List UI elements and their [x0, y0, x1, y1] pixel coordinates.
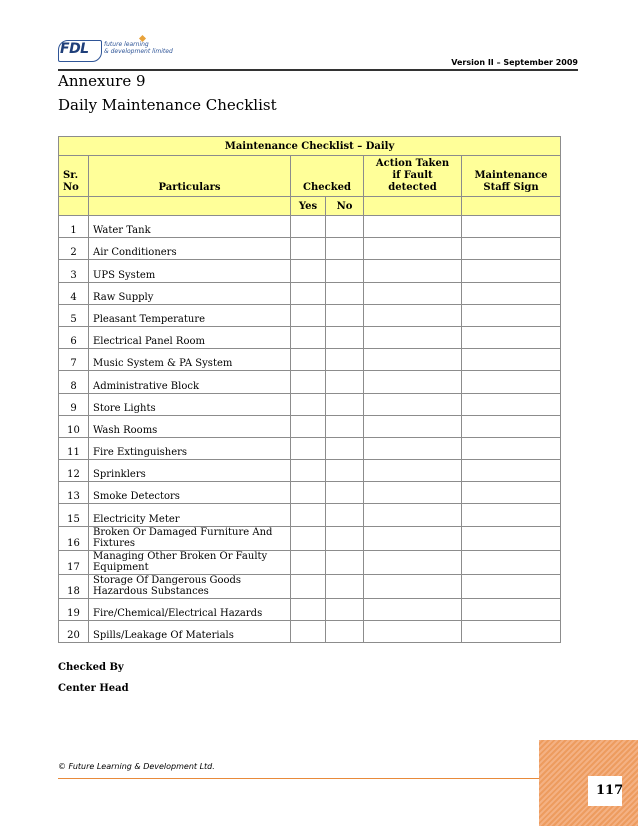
- action-cell[interactable]: [364, 238, 462, 260]
- table-row: [59, 504, 561, 526]
- sign-cell[interactable]: [462, 349, 561, 371]
- header-checked: Checked: [291, 156, 364, 197]
- copyright-notice: © Future Learning & Development Ltd.: [58, 762, 215, 771]
- row-number: 19: [59, 598, 89, 620]
- action-cell[interactable]: [364, 393, 462, 415]
- no-cell[interactable]: [326, 526, 364, 550]
- sign-cell[interactable]: [462, 598, 561, 620]
- sign-cell[interactable]: [462, 504, 561, 526]
- sign-cell[interactable]: [462, 437, 561, 459]
- no-cell[interactable]: [326, 349, 364, 371]
- yes-cell[interactable]: [291, 460, 326, 482]
- row-particular: Managing Other Broken Or Faulty Equipment: [89, 550, 291, 574]
- yes-cell[interactable]: [291, 371, 326, 393]
- table-row: [59, 482, 561, 504]
- row-number: 1: [59, 216, 89, 238]
- row-number: 4: [59, 282, 89, 304]
- table-row: [59, 526, 561, 550]
- row-number: 11: [59, 437, 89, 459]
- row-number: 17: [59, 550, 89, 574]
- yes-cell[interactable]: [291, 260, 326, 282]
- action-cell[interactable]: [364, 504, 462, 526]
- yes-cell[interactable]: [291, 437, 326, 459]
- header-particulars: Particulars: [89, 156, 291, 197]
- row-particular: Fire Extinguishers: [89, 437, 291, 459]
- no-cell[interactable]: [326, 504, 364, 526]
- yes-cell[interactable]: [291, 482, 326, 504]
- row-particular: Broken Or Damaged Furniture And Fixtures: [89, 526, 291, 550]
- action-cell[interactable]: [364, 526, 462, 550]
- table-title-row: [59, 137, 561, 156]
- no-cell[interactable]: [326, 371, 364, 393]
- row-number: 6: [59, 326, 89, 348]
- row-particular: Store Lights: [89, 393, 291, 415]
- yes-cell[interactable]: [291, 504, 326, 526]
- row-particular: Spills/Leakage Of Materials: [89, 620, 291, 642]
- yes-cell[interactable]: [291, 304, 326, 326]
- center-head-label: Center Head: [58, 683, 129, 694]
- version-label: Version II – September 2009: [451, 58, 578, 67]
- yes-cell[interactable]: [291, 326, 326, 348]
- row-particular: Storage Of Dangerous Goods Hazardous Substances: [89, 574, 291, 598]
- yes-cell[interactable]: [291, 216, 326, 238]
- row-particular: Water Tank: [89, 216, 291, 238]
- action-cell[interactable]: [364, 415, 462, 437]
- row-particular: Raw Supply: [89, 282, 291, 304]
- sign-cell[interactable]: [462, 304, 561, 326]
- action-cell[interactable]: [364, 598, 462, 620]
- action-cell[interactable]: [364, 260, 462, 282]
- action-cell[interactable]: [364, 304, 462, 326]
- row-number: 16: [59, 526, 89, 550]
- action-cell[interactable]: [364, 460, 462, 482]
- header-action-taken: Action Taken if Fault detected: [364, 156, 462, 197]
- yes-cell[interactable]: [291, 620, 326, 642]
- row-number: 20: [59, 620, 89, 642]
- no-cell[interactable]: [326, 238, 364, 260]
- table-subheader-row: [59, 197, 561, 216]
- logo-text: FDL: [60, 41, 89, 57]
- sign-cell[interactable]: [462, 526, 561, 550]
- header-sr-no: Sr. No: [59, 156, 89, 197]
- row-particular: Music System & PA System: [89, 349, 291, 371]
- row-particular: Wash Rooms: [89, 415, 291, 437]
- no-cell[interactable]: [326, 437, 364, 459]
- table-row: [59, 371, 561, 393]
- no-cell[interactable]: [326, 260, 364, 282]
- no-cell[interactable]: [326, 620, 364, 642]
- no-cell[interactable]: [326, 393, 364, 415]
- no-cell[interactable]: [326, 550, 364, 574]
- table-row: [59, 216, 561, 238]
- row-number: 10: [59, 415, 89, 437]
- document-subtitle: Daily Maintenance Checklist: [58, 96, 277, 114]
- no-cell[interactable]: [326, 326, 364, 348]
- action-cell[interactable]: [364, 282, 462, 304]
- company-logo: [56, 36, 176, 66]
- action-cell[interactable]: [364, 216, 462, 238]
- annexure-title: Annexure 9: [58, 72, 146, 90]
- sign-cell[interactable]: [462, 393, 561, 415]
- action-cell[interactable]: [364, 371, 462, 393]
- no-cell[interactable]: [326, 415, 364, 437]
- table-row: [59, 574, 561, 598]
- table-row: [59, 393, 561, 415]
- row-particular: Fire/Chemical/Electrical Hazards: [89, 598, 291, 620]
- row-particular: Pleasant Temperature: [89, 304, 291, 326]
- table-row: [59, 437, 561, 459]
- yes-cell[interactable]: [291, 393, 326, 415]
- table-row: [59, 620, 561, 642]
- yes-cell[interactable]: [291, 550, 326, 574]
- no-cell[interactable]: [326, 460, 364, 482]
- yes-cell[interactable]: [291, 574, 326, 598]
- yes-cell[interactable]: [291, 238, 326, 260]
- page-number: 117: [596, 783, 624, 798]
- row-particular: Air Conditioners: [89, 238, 291, 260]
- table-row: [59, 598, 561, 620]
- table-row: [59, 326, 561, 348]
- sign-cell[interactable]: [462, 238, 561, 260]
- row-number: 2: [59, 238, 89, 260]
- row-particular: Sprinklers: [89, 460, 291, 482]
- row-number: 9: [59, 393, 89, 415]
- row-particular: Smoke Detectors: [89, 482, 291, 504]
- row-number: 12: [59, 460, 89, 482]
- action-cell[interactable]: [364, 620, 462, 642]
- footer-divider: [58, 778, 578, 779]
- table-title: Maintenance Checklist – Daily: [59, 137, 561, 156]
- no-cell[interactable]: [326, 304, 364, 326]
- sign-cell[interactable]: [462, 326, 561, 348]
- table-row: [59, 304, 561, 326]
- sign-cell[interactable]: [462, 482, 561, 504]
- sign-cell[interactable]: [462, 260, 561, 282]
- row-number: 7: [59, 349, 89, 371]
- row-number: 3: [59, 260, 89, 282]
- table-row: [59, 550, 561, 574]
- sign-cell[interactable]: [462, 550, 561, 574]
- table-header-row: [59, 156, 561, 197]
- no-cell[interactable]: [326, 598, 364, 620]
- table-row: [59, 260, 561, 282]
- header-divider: [58, 69, 578, 71]
- action-cell[interactable]: [364, 574, 462, 598]
- no-cell[interactable]: [326, 216, 364, 238]
- no-cell[interactable]: [326, 282, 364, 304]
- action-cell[interactable]: [364, 437, 462, 459]
- action-cell[interactable]: [364, 349, 462, 371]
- yes-cell[interactable]: [291, 526, 326, 550]
- table-row: [59, 238, 561, 260]
- row-number: 13: [59, 482, 89, 504]
- yes-cell[interactable]: [291, 415, 326, 437]
- maintenance-checklist-table: [58, 136, 561, 643]
- sign-cell[interactable]: [462, 216, 561, 238]
- table-row: [59, 349, 561, 371]
- action-cell[interactable]: [364, 550, 462, 574]
- header-staff-sign: Maintenance Staff Sign: [462, 156, 561, 197]
- no-cell[interactable]: [326, 482, 364, 504]
- header-no: No: [326, 197, 364, 216]
- row-particular: Electrical Panel Room: [89, 326, 291, 348]
- yes-cell[interactable]: [291, 349, 326, 371]
- table-row: [59, 460, 561, 482]
- row-number: 18: [59, 574, 89, 598]
- sign-cell[interactable]: [462, 371, 561, 393]
- row-number: 15: [59, 504, 89, 526]
- yes-cell[interactable]: [291, 282, 326, 304]
- row-particular: Electricity Meter: [89, 504, 291, 526]
- logo-tagline: future learning & development limited: [104, 41, 173, 55]
- no-cell[interactable]: [326, 574, 364, 598]
- sign-cell[interactable]: [462, 415, 561, 437]
- row-number: 8: [59, 371, 89, 393]
- table-row: [59, 282, 561, 304]
- yes-cell[interactable]: [291, 598, 326, 620]
- row-particular: UPS System: [89, 260, 291, 282]
- sign-cell[interactable]: [462, 460, 561, 482]
- sign-cell[interactable]: [462, 282, 561, 304]
- sign-cell[interactable]: [462, 620, 561, 642]
- table-row: [59, 415, 561, 437]
- sign-cell[interactable]: [462, 574, 561, 598]
- checked-by-label: Checked By: [58, 662, 124, 673]
- row-particular: Administrative Block: [89, 371, 291, 393]
- row-number: 5: [59, 304, 89, 326]
- action-cell[interactable]: [364, 326, 462, 348]
- action-cell[interactable]: [364, 482, 462, 504]
- header-yes: Yes: [291, 197, 326, 216]
